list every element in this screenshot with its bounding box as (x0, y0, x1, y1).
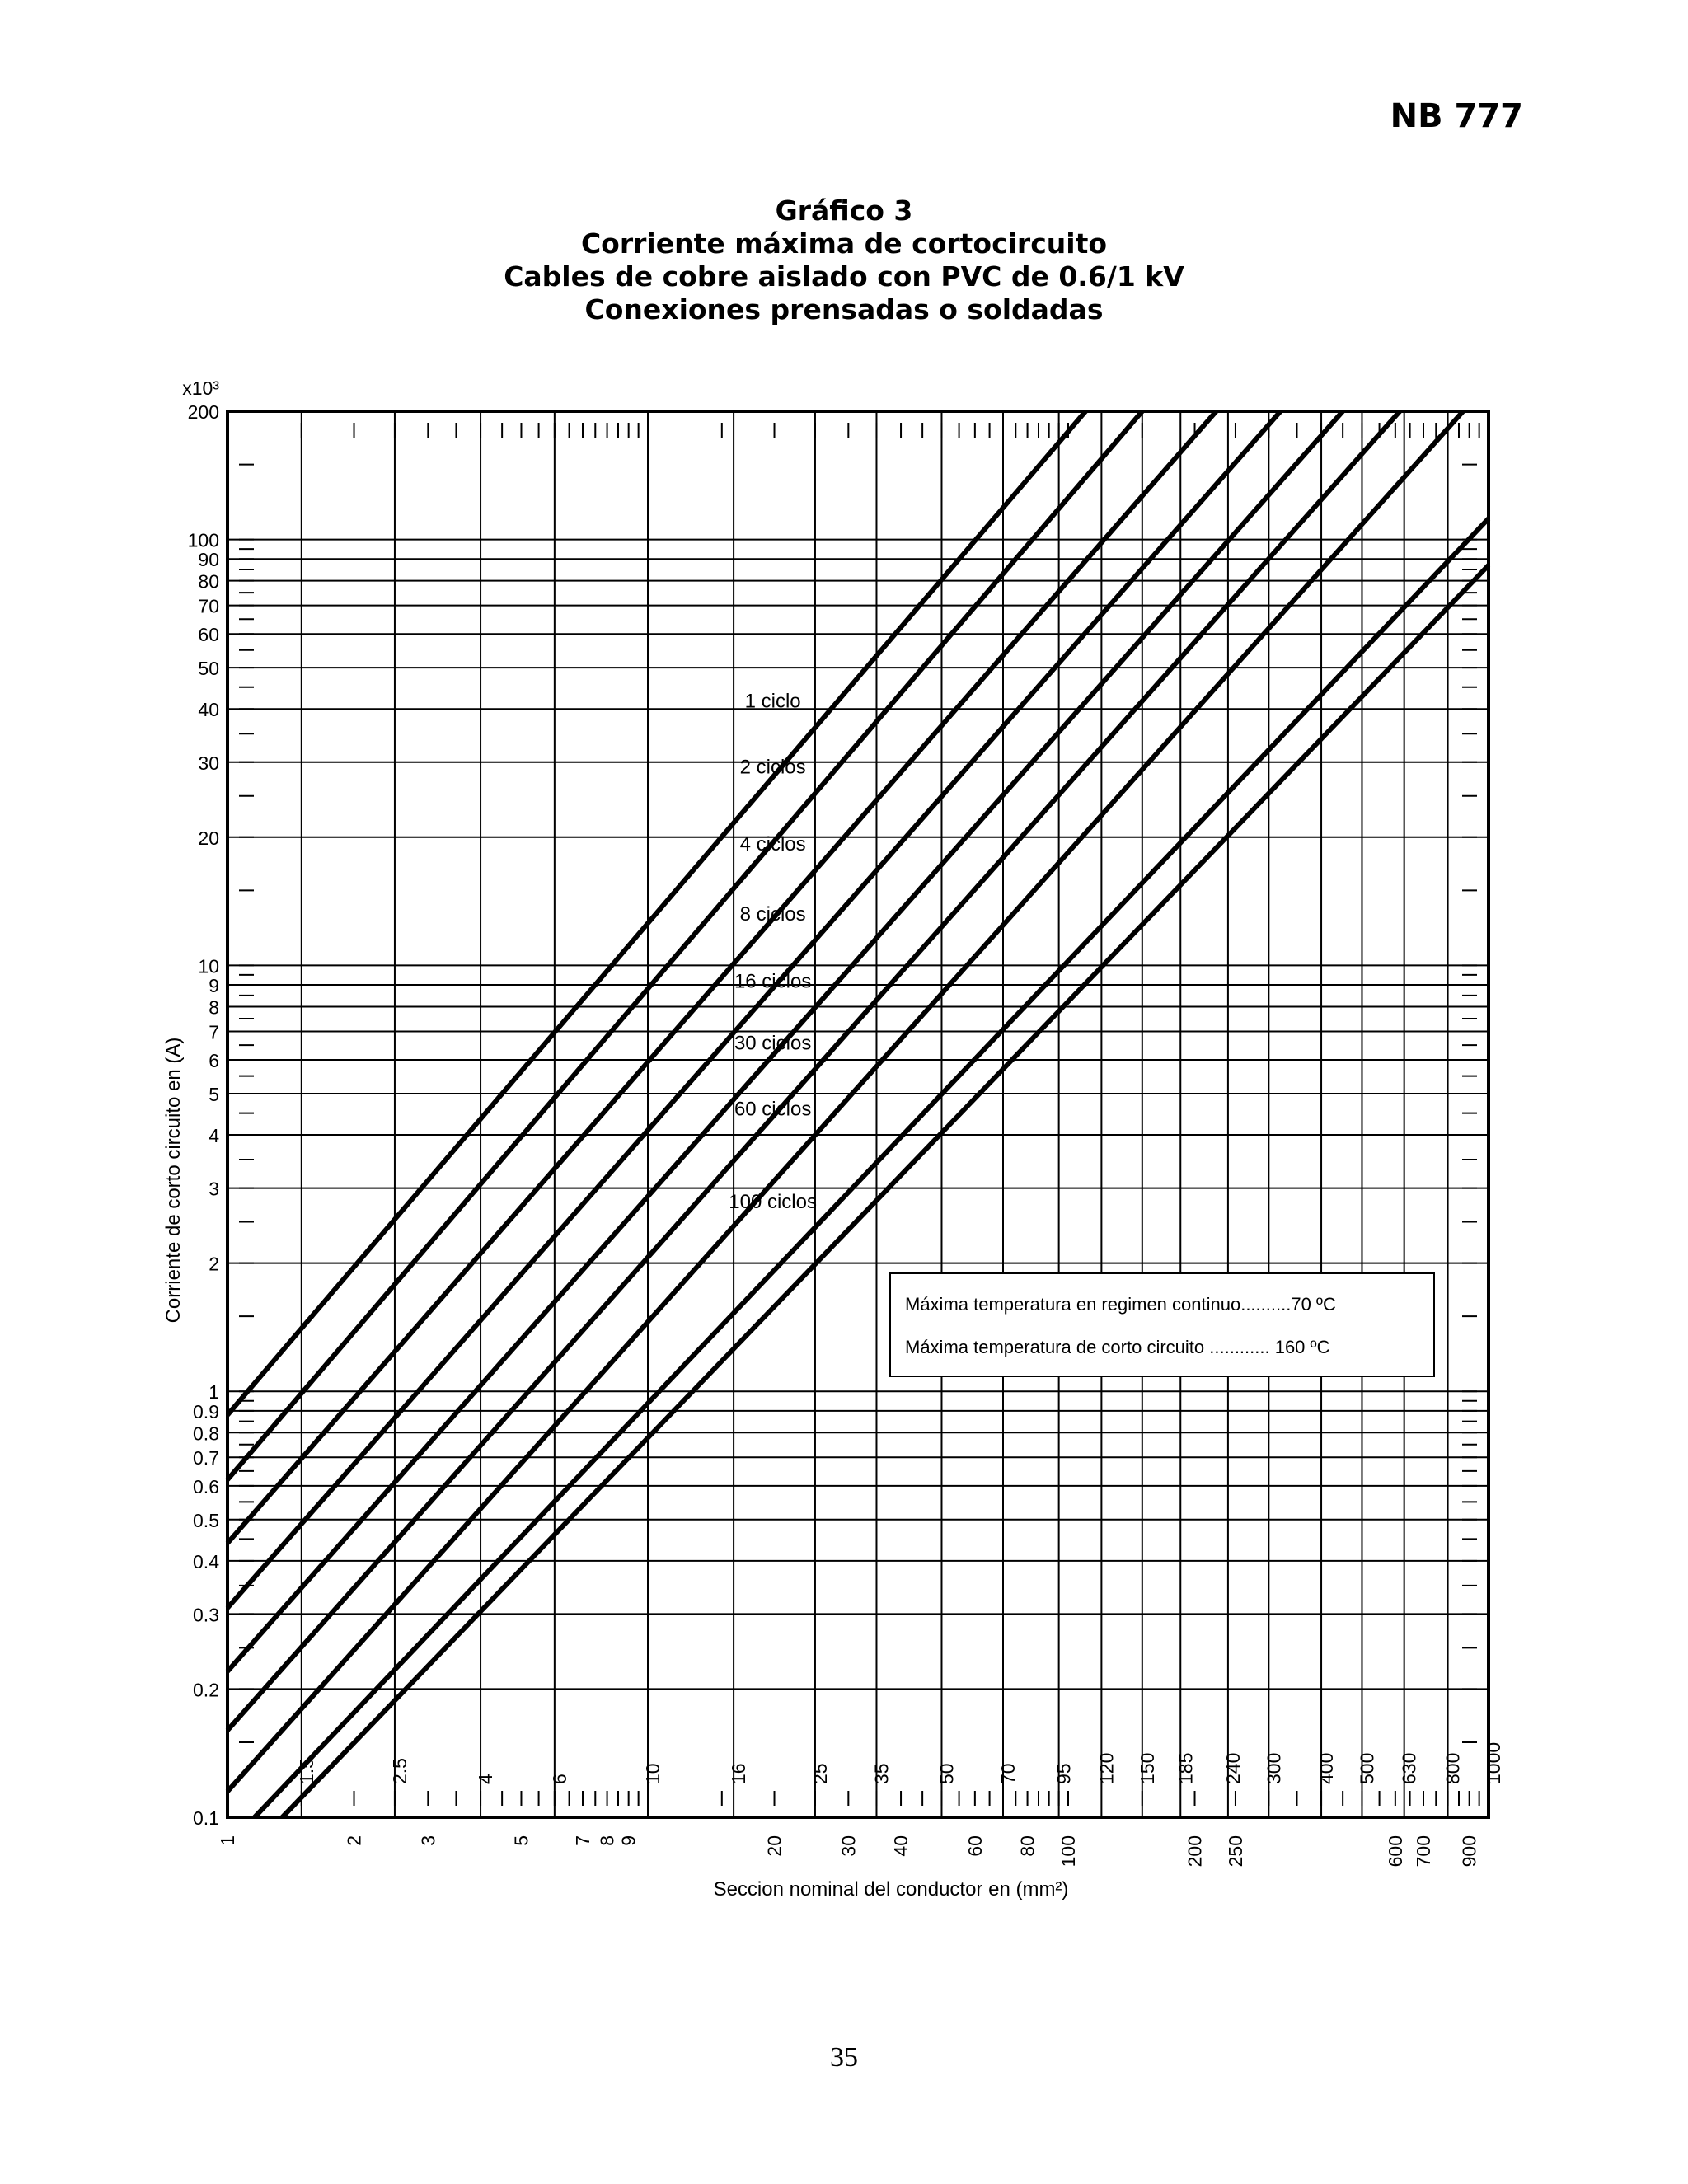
y-tick-label: 40 (198, 699, 219, 721)
y-tick-label: 6 (209, 1050, 219, 1072)
y-tick-label: 0.9 (193, 1400, 219, 1422)
y-tick-label: 20 (198, 827, 219, 849)
x-tick-label-bottom: 700 (1413, 1835, 1434, 1868)
series-line-7 (227, 411, 1463, 1792)
x-tick-label-section: 1.5 (295, 1758, 317, 1784)
x-tick-label-section: 800 (1442, 1752, 1464, 1784)
x-tick-label-section: 1000 (1483, 1741, 1504, 1784)
curve-label-7: 60 ciclos (734, 1098, 812, 1121)
y-tick-label: 2 (209, 1253, 219, 1275)
x-tick-label-bottom: 200 (1184, 1835, 1206, 1868)
y-axis-multiplier: x10³ (182, 377, 219, 399)
curve-label-3: 4 ciclos (739, 833, 806, 856)
x-tick-label-section: 6 (548, 1774, 570, 1784)
curve-label-5: 16 ciclos (734, 970, 812, 993)
y-tick-label: 60 (198, 624, 219, 646)
x-tick-label-bottom: 60 (964, 1835, 986, 1857)
y-tick-label: 90 (198, 549, 219, 571)
chart-title-line-4: Conexiones prensadas o soldadas (584, 293, 1104, 326)
plot-frame (227, 411, 1489, 1817)
x-tick-label-section: 500 (1356, 1752, 1378, 1784)
x-tick-label-section: 630 (1398, 1752, 1420, 1784)
y-tick-label: 8 (209, 996, 219, 1019)
x-tick-label-bottom: 8 (596, 1835, 618, 1846)
notes-box (890, 1273, 1434, 1376)
y-tick-label: 4 (209, 1125, 219, 1147)
x-tick-label-bottom: 7 (572, 1835, 593, 1846)
x-tick-label-bottom: 3 (417, 1835, 439, 1846)
y-tick-label: 3 (209, 1178, 219, 1200)
y-tick-label: 0.7 (193, 1447, 219, 1469)
plot-border (227, 411, 1489, 1817)
x-tick-label-section: 35 (870, 1763, 893, 1784)
x-tick-label-section: 16 (728, 1763, 750, 1784)
curve-label-1: 1 ciclo (744, 690, 801, 713)
curve-label-8: 100 ciclos (729, 1191, 818, 1214)
x-tick-label-bottom: 900 (1458, 1835, 1480, 1868)
document-code: NB 777 (1390, 97, 1523, 135)
series-line-4 (227, 411, 1281, 1608)
y-tick-label: 100 (187, 529, 219, 551)
y-tick-label: 80 (198, 570, 219, 593)
x-tick-label-section: 95 (1053, 1763, 1075, 1784)
y-tick-label: 0.6 (193, 1475, 219, 1497)
x-tick-label-bottom: 2 (343, 1835, 365, 1846)
page-number: 35 (830, 2042, 858, 2073)
y-tick-label: 0.1 (193, 1807, 219, 1829)
notes-box-frame (890, 1273, 1434, 1376)
minor-ticks (239, 423, 1479, 1806)
x-tick-label-bottom: 600 (1384, 1835, 1406, 1868)
x-tick-label-section: 50 (935, 1763, 958, 1784)
note-line-1: Máxima temperatura en regimen continuo..........70 ºC (905, 1294, 1336, 1315)
y-tick-label: 10 (198, 955, 219, 977)
x-axis-title: Seccion nominal del conductor en (mm²) (713, 1878, 1069, 1900)
y-axis-title: Corriente de corto circuito en (A) (162, 1037, 185, 1324)
y-tick-label: 9 (209, 975, 219, 997)
note-line-2: Máxima temperatura de corto circuito ............ 160 ºC (905, 1337, 1330, 1357)
x-tick-label-bottom: 9 (617, 1835, 640, 1846)
x-tick-label-section: 400 (1315, 1752, 1338, 1784)
curve-label-2: 2 ciclos (739, 756, 806, 779)
y-tick-label: 0.3 (193, 1604, 219, 1626)
y-tick-label: 7 (209, 1021, 219, 1043)
x-tick-label-section: 4 (475, 1774, 497, 1784)
curve-label-6: 30 ciclos (734, 1032, 812, 1055)
x-tick-label-bottom: 40 (890, 1835, 912, 1857)
x-tick-label-section: 150 (1136, 1752, 1158, 1784)
x-tick-label-bottom: 80 (1016, 1835, 1039, 1857)
x-tick-label-bottom: 100 (1057, 1835, 1079, 1868)
x-tick-label-section: 10 (642, 1763, 663, 1784)
x-tick-label-bottom: 30 (837, 1835, 860, 1857)
x-tick-label-bottom: 1 (217, 1835, 238, 1846)
x-tick-label-section: 70 (997, 1763, 1019, 1784)
x-tick-label-bottom: 250 (1224, 1835, 1246, 1868)
series-line-6 (227, 411, 1400, 1731)
chart-title-line-3: Cables de cobre aislado con PVC de 0.6/1 kV (504, 260, 1184, 293)
x-tick-label-section: 185 (1175, 1752, 1197, 1784)
y-tick-label: 0.5 (193, 1509, 219, 1531)
y-tick-label: 50 (198, 658, 219, 680)
x-tick-label-section: 240 (1221, 1752, 1244, 1784)
x-tick-label-bottom: 20 (763, 1835, 785, 1857)
y-tick-label: 70 (198, 595, 219, 617)
chart-title-line-2: Corriente máxima de cortocircuito (580, 227, 1108, 260)
chart-title-line-1: Gráfico 3 (775, 194, 913, 227)
x-tick-label-section: 2.5 (388, 1758, 410, 1784)
y-tick-label: 0.4 (193, 1550, 219, 1572)
x-tick-label-section: 300 (1263, 1752, 1285, 1784)
series-line-9 (282, 565, 1489, 1817)
series-lines (227, 411, 1489, 1817)
x-tick-label-section: 120 (1095, 1752, 1118, 1784)
curve-label-4: 8 ciclos (739, 902, 806, 926)
y-tick-label: 30 (198, 752, 219, 774)
y-tick-label: 1 (209, 1381, 219, 1404)
grid-lines (227, 411, 1489, 1817)
x-tick-label-bottom: 5 (510, 1835, 532, 1846)
y-tick-label: 200 (187, 401, 219, 423)
x-tick-label-section: 25 (809, 1763, 831, 1784)
y-tick-label: 0.8 (193, 1422, 219, 1445)
y-tick-label: 0.2 (193, 1679, 219, 1701)
y-tick-label: 5 (209, 1083, 219, 1105)
